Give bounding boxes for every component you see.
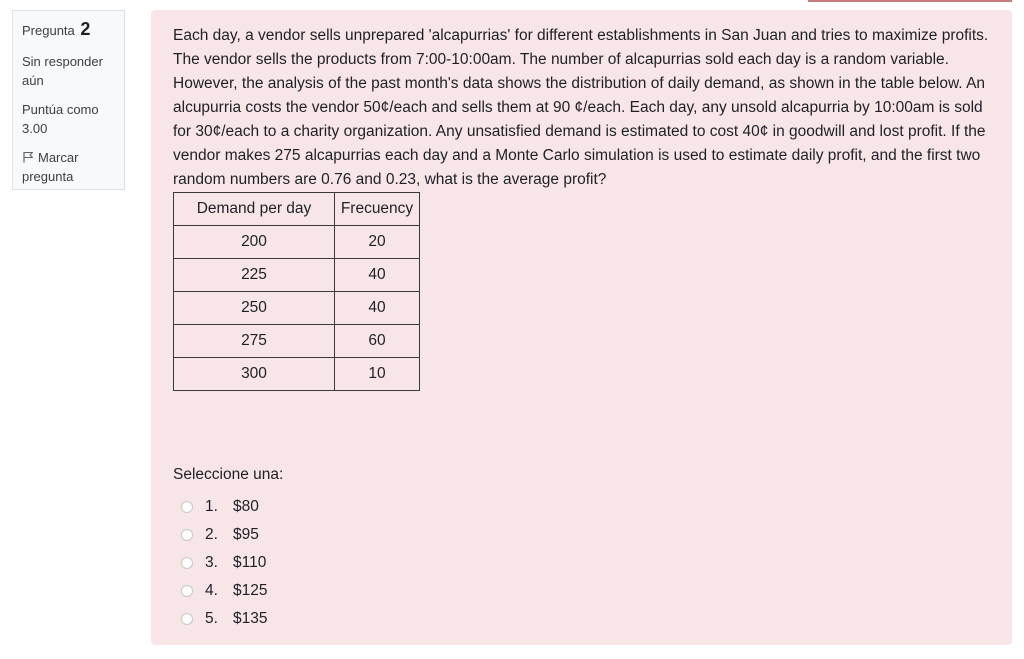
question-label: Pregunta xyxy=(22,23,75,38)
radio-button[interactable] xyxy=(181,529,193,541)
select-one-prompt: Seleccione una: xyxy=(173,466,284,483)
question-content xyxy=(151,10,1012,645)
grade-value: 3.00 xyxy=(22,121,48,136)
question-info-panel xyxy=(12,10,125,190)
question-text: Each day, a vendor sells unprepared 'alcapurrias' for different establishments in San Juan and tries to maximize profits. The vendor sells the products from 7:00-10:00am. The number of alcapurrias sold each day is a random variable. However, the analysis of the past month's data shows the distribution of daily demand, as shown in the table below. An alcupurria costs the vendor 50¢/each and sells them at 90 ¢/each. Each day, any unsold alcapurria by 10:00am is sold for 30¢/each to a charity organization. Any unsatisfied demand is estimated to cost 40¢ in goodwill and lost profit. If the vendor makes 275 alcapurrias each day and a Monte Carlo simulation is used to estimate daily profit, and the first two random numbers are 0.76 and 0.23, what is the average profit? xyxy=(173,27,989,188)
demand-cell: 275 xyxy=(174,325,335,358)
option-label: $110 xyxy=(233,554,267,571)
demand-table xyxy=(173,192,420,391)
column-header-frequency: Frecuency xyxy=(335,193,420,226)
question-number: 2 xyxy=(80,19,91,39)
table-row xyxy=(174,259,420,292)
answer-option-3[interactable] xyxy=(181,549,267,577)
table-row xyxy=(174,358,420,391)
frequency-cell: 40 xyxy=(335,259,420,292)
option-number: 2. xyxy=(205,526,218,543)
option-label: $125 xyxy=(233,582,268,599)
table-row xyxy=(174,226,420,259)
flag-label: Marcar pregunta xyxy=(22,150,79,184)
demand-cell: 300 xyxy=(174,358,335,391)
option-label: $95 xyxy=(233,526,259,543)
top-accent-bar xyxy=(808,0,1012,2)
answer-option-1[interactable] xyxy=(181,493,267,521)
table-row xyxy=(174,325,420,358)
answer-options xyxy=(181,493,267,633)
option-label: $135 xyxy=(233,610,268,627)
answer-option-4[interactable] xyxy=(181,577,267,605)
demand-cell: 250 xyxy=(174,292,335,325)
flag-question-link[interactable] xyxy=(22,148,115,186)
demand-cell: 225 xyxy=(174,259,335,292)
option-number: 3. xyxy=(205,554,218,571)
question-status: Sin responder aún xyxy=(22,54,103,88)
question-heading xyxy=(22,19,115,40)
radio-button[interactable] xyxy=(181,501,193,513)
radio-button[interactable] xyxy=(181,613,193,625)
frequency-cell: 20 xyxy=(335,226,420,259)
column-header-demand: Demand per day xyxy=(174,193,335,226)
demand-cell: 200 xyxy=(174,226,335,259)
table-row xyxy=(174,292,420,325)
radio-button[interactable] xyxy=(181,585,193,597)
option-number: 4. xyxy=(205,582,218,599)
option-number: 1. xyxy=(205,498,218,515)
flag-outline-icon xyxy=(22,149,34,161)
frequency-cell: 40 xyxy=(335,292,420,325)
answer-option-2[interactable] xyxy=(181,521,267,549)
table-header-row xyxy=(174,193,420,226)
radio-button[interactable] xyxy=(181,557,193,569)
option-number: 5. xyxy=(205,610,218,627)
answer-option-5[interactable] xyxy=(181,605,267,633)
frequency-cell: 10 xyxy=(335,358,420,391)
frequency-cell: 60 xyxy=(335,325,420,358)
grade-label: Puntúa como xyxy=(22,102,99,117)
option-label: $80 xyxy=(233,498,259,515)
